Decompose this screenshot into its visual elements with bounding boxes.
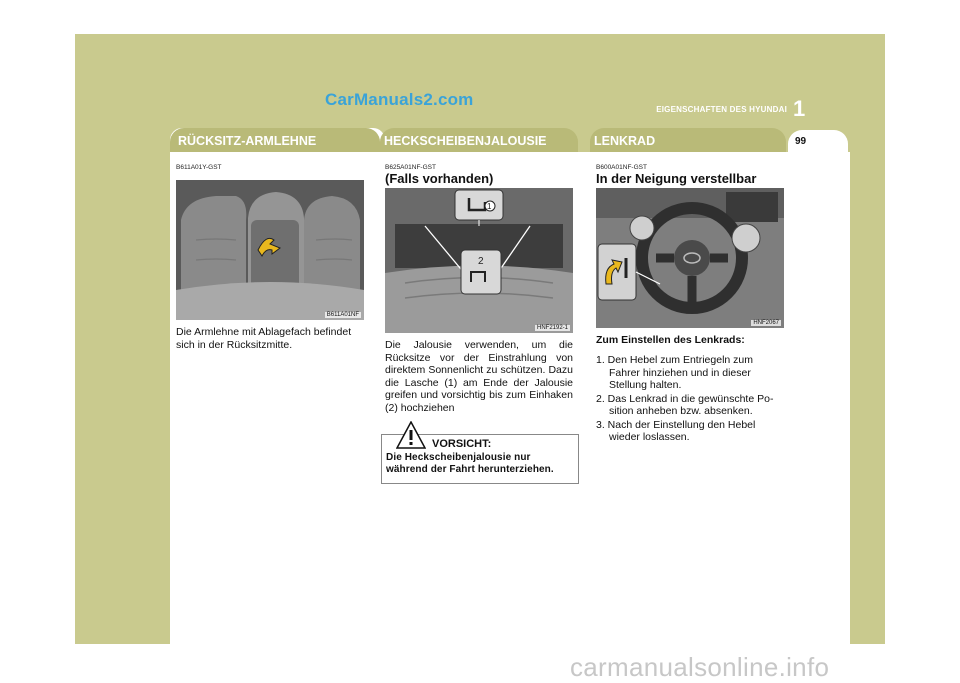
section-subheading: In der Neigung verstellbar bbox=[596, 171, 757, 186]
page-number: 99 bbox=[795, 136, 807, 147]
footer-watermark: carmanualsonline.info bbox=[570, 652, 830, 682]
warning-triangle-icon bbox=[396, 421, 426, 449]
warning-text: Die Heckscheibenjalousie nur während der Fahrt herunterziehen. bbox=[386, 452, 554, 475]
figure-rear-armrest bbox=[176, 180, 364, 320]
content-area bbox=[170, 152, 850, 644]
steering-wheel-illustration bbox=[596, 188, 784, 328]
column-lenkrad bbox=[596, 152, 786, 445]
callout-1: 1 bbox=[487, 202, 492, 211]
warning-box bbox=[381, 434, 579, 484]
figure-label: HNF2067 bbox=[753, 320, 779, 326]
sunshade-description: Die Jalousie verwenden, um die Rücksitze vor der Einstrahlung von direktem Sonnenlicht zu schützen. Dazu die Lasche (1) am Ende der Jalousie greifen und vorsichtig bis zum Einhaken (2) hochziehen bbox=[385, 339, 573, 414]
warning-title: VORSICHT: bbox=[432, 438, 492, 450]
tab-label: LENKRAD bbox=[594, 134, 656, 148]
list-item: 2. Das Lenkrad in die gewünschte Po- sition anheben bzw. absenken. bbox=[596, 392, 774, 417]
column-heckscheibenjalousie bbox=[385, 152, 575, 414]
tab-label: RÜCKSITZ-ARMLEHNE bbox=[178, 134, 317, 148]
figure-steering-wheel bbox=[596, 188, 784, 328]
list-item: 1. Den Hebel zum Entriegeln zum Fahrer hinziehen und in dieser Stellung halten. bbox=[596, 354, 753, 391]
chapter-number: 1 bbox=[793, 96, 806, 121]
section-code: B611A01Y-GST bbox=[176, 164, 222, 171]
site-link[interactable]: CarManuals2.com bbox=[325, 90, 474, 109]
tab-lenkrad bbox=[590, 128, 786, 152]
callout-2: 2 bbox=[478, 256, 484, 267]
figure-label: HNF2192-1 bbox=[536, 325, 568, 331]
tab-heckscheibenjalousie bbox=[380, 128, 578, 152]
rear-seat-illustration bbox=[176, 180, 364, 320]
column-ruecksitz bbox=[176, 152, 366, 351]
armrest-description: Die Armlehne mit Ablagefach befindet sich in der Rücksitzmitte. bbox=[176, 326, 352, 351]
tab-label: HECKSCHEIBENJALOUSIE bbox=[384, 134, 547, 148]
chapter-title: EIGENSCHAFTEN DES HYUNDAI bbox=[656, 105, 787, 114]
figure-label: B611A01NF bbox=[326, 312, 359, 318]
list-item: 3. Nach der Einstellung den Hebel wieder loslassen. bbox=[596, 418, 756, 443]
section-subheading: (Falls vorhanden) bbox=[385, 171, 494, 186]
section-code: B600A01NF-GST bbox=[596, 164, 647, 171]
sunshade-illustration bbox=[385, 188, 573, 333]
steering-steps bbox=[596, 354, 786, 444]
figure-sunshade bbox=[385, 188, 573, 333]
tab-ruecksitz-bg bbox=[170, 128, 380, 152]
section-code: B625A01NF-GST bbox=[385, 164, 436, 171]
steering-lead: Zum Einstellen des Lenkrads: bbox=[596, 334, 745, 346]
